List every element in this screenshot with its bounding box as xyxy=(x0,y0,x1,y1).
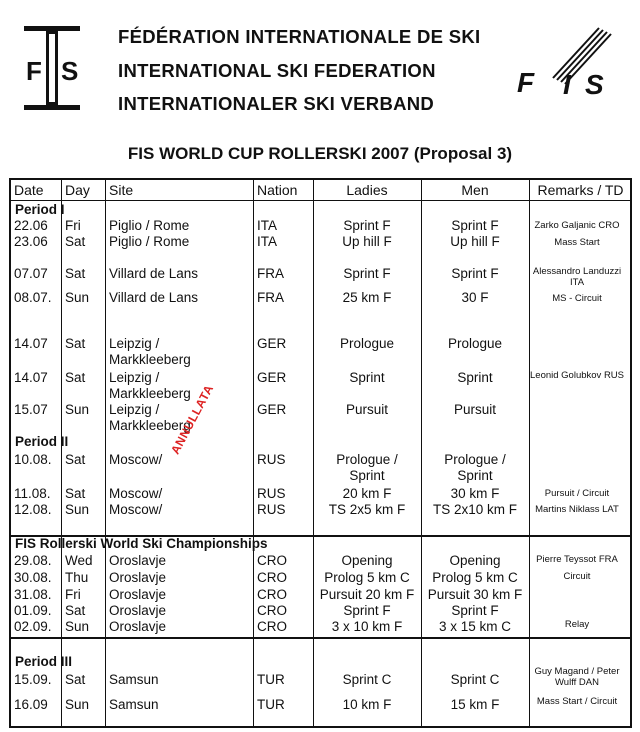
cell-nation: ITA xyxy=(257,234,277,249)
svg-text:S: S xyxy=(61,56,79,86)
cell-date: 02.09. xyxy=(14,619,52,634)
cell-date: 14.07 xyxy=(14,370,48,385)
cell-site: Leipzig / Markkleeberg xyxy=(109,336,191,367)
cell-men: Sprint C xyxy=(450,672,500,687)
cell-nation: TUR xyxy=(257,697,285,712)
cell-site: Piglio / Rome xyxy=(109,234,190,249)
table-row xyxy=(11,666,630,689)
cell-nation: GER xyxy=(257,336,287,351)
cell-nation: CRO xyxy=(257,570,287,585)
cell-men: 3 x 15 km C xyxy=(438,619,512,634)
cell-remarks: Alessandro Landuzzi ITA xyxy=(532,266,622,288)
cell-remarks: Pierre Teyssot FRA xyxy=(536,554,618,565)
col-header-remarks: Remarks / TD xyxy=(537,182,624,198)
cell-remarks: Mass Start / Circuit xyxy=(536,696,618,707)
cell-nation: GER xyxy=(257,402,287,417)
cell-remarks: Circuit xyxy=(563,571,591,582)
cell-day: Sun xyxy=(65,290,90,305)
cell-date: 10.08. xyxy=(14,452,52,467)
cell-date: 01.09. xyxy=(14,603,52,618)
cell-ladies: 20 km F xyxy=(342,486,392,501)
cell-site: Moscow/ xyxy=(109,486,163,501)
cell-men: 30 km F xyxy=(450,486,500,501)
period-label: Period III xyxy=(15,654,73,669)
cell-men: Opening xyxy=(449,553,501,568)
cell-men: Sprint xyxy=(457,370,493,385)
cell-site: Piglio / Rome xyxy=(109,218,190,233)
cell-day: Sat xyxy=(65,336,86,351)
schedule-table xyxy=(9,178,632,728)
section-label: FIS Rollerski World Ski Championships xyxy=(15,536,268,551)
cell-site: Oroslavje xyxy=(109,603,167,618)
cell-nation: CRO xyxy=(257,553,287,568)
cell-ladies: Prolog 5 km C xyxy=(324,570,410,585)
cell-date: 29.08. xyxy=(14,553,52,568)
cell-site: Samsun xyxy=(109,672,159,687)
cell-remarks: Pursuit / Circuit xyxy=(544,488,610,499)
table-row xyxy=(11,336,630,370)
cell-day: Sat xyxy=(65,266,86,281)
cell-day: Sun xyxy=(65,402,90,417)
cell-nation: RUS xyxy=(257,452,286,467)
cancelled-stamp: ANNULLATA xyxy=(168,382,217,457)
table-row xyxy=(11,234,630,251)
cell-site: Villard de Lans xyxy=(109,290,199,305)
col-header-men: Men xyxy=(461,182,489,198)
cell-ladies: Up hill F xyxy=(342,234,392,249)
cell-day: Fri xyxy=(65,218,81,233)
col-header-ladies: Ladies xyxy=(346,182,388,198)
cell-ladies: Pursuit 20 km F xyxy=(319,587,415,602)
cell-day: Sun xyxy=(65,619,90,634)
cell-men: Pursuit 30 km F xyxy=(427,587,523,602)
cell-remarks: Relay xyxy=(564,619,590,630)
cell-ladies: Opening xyxy=(341,553,393,568)
fis-logo-right xyxy=(515,22,615,100)
cell-remarks: Zarko Galjanic CRO xyxy=(534,220,620,231)
cell-date: 15.07 xyxy=(14,402,48,417)
cell-nation: RUS xyxy=(257,486,286,501)
cell-site: Samsun xyxy=(109,697,159,712)
cell-men: 30 F xyxy=(461,290,489,305)
table-row xyxy=(11,619,630,636)
table-row xyxy=(11,603,630,620)
period-label: Period II xyxy=(15,434,69,449)
cell-ladies: 3 x 10 km F xyxy=(331,619,403,634)
cell-site: Moscow/ xyxy=(109,452,163,467)
table-row xyxy=(11,402,630,436)
cell-ladies: Prologue / Sprint xyxy=(336,452,398,483)
cell-men: Sprint F xyxy=(451,266,499,281)
cell-date: 22.06 xyxy=(14,218,48,233)
cell-day: Sat xyxy=(65,486,86,501)
cell-date: 23.06 xyxy=(14,234,48,249)
cell-ladies: 10 km F xyxy=(342,697,392,712)
table-row xyxy=(11,553,630,570)
cell-nation: RUS xyxy=(257,502,286,517)
cell-date: 12.08. xyxy=(14,502,52,517)
table-row xyxy=(11,218,630,235)
cell-date: 11.08. xyxy=(14,486,51,501)
cell-ladies: Sprint F xyxy=(343,603,391,618)
cell-day: Wed xyxy=(65,553,93,568)
cell-men: Prolog 5 km C xyxy=(432,570,518,585)
cell-nation: GER xyxy=(257,370,287,385)
cell-remarks: Mass Start xyxy=(554,237,600,248)
cell-ladies: Prologue xyxy=(339,336,395,351)
cell-remarks: Martins Niklass LAT xyxy=(535,504,619,515)
header-divider xyxy=(11,200,630,201)
svg-text:F: F xyxy=(517,67,535,98)
cell-day: Sat xyxy=(65,370,86,385)
cell-site: Oroslavje xyxy=(109,570,167,585)
col-header-date: Date xyxy=(14,182,44,198)
cell-ladies: Sprint C xyxy=(342,672,392,687)
cell-men: Up hill F xyxy=(450,234,500,249)
cell-date: 07.07 xyxy=(14,266,48,281)
table-row xyxy=(11,587,630,604)
cell-site: Oroslavje xyxy=(109,619,167,634)
svg-text:F: F xyxy=(26,56,42,86)
cell-men: Pursuit xyxy=(453,402,497,417)
svg-text:S: S xyxy=(585,69,604,100)
table-row xyxy=(11,570,630,587)
cell-nation: FRA xyxy=(257,290,284,305)
cell-date: 08.07. xyxy=(14,290,52,305)
cell-site: Moscow/ xyxy=(109,502,163,517)
document-title: FIS WORLD CUP ROLLERSKI 2007 (Proposal 3) xyxy=(127,144,513,163)
cell-nation: ITA xyxy=(257,218,277,233)
period-label: Period I xyxy=(15,202,65,217)
cell-nation: FRA xyxy=(257,266,284,281)
cell-men: Prologue / Sprint xyxy=(444,452,506,483)
cell-ladies: Sprint xyxy=(349,370,385,385)
cell-day: Sat xyxy=(65,672,86,687)
fis-logo-left xyxy=(22,22,82,114)
cell-site: Villard de Lans xyxy=(109,266,199,281)
cell-site: Leipzig / Markkleeberg xyxy=(109,370,191,401)
cell-men: 15 km F xyxy=(450,697,500,712)
col-header-day: Day xyxy=(65,182,90,198)
table-row xyxy=(11,486,630,503)
table-row xyxy=(11,697,630,714)
cell-site: Oroslavje xyxy=(109,587,167,602)
cell-day: Sun xyxy=(65,697,90,712)
table-row xyxy=(11,266,630,288)
cell-date: 30.08. xyxy=(14,570,52,585)
cell-site: Oroslavje xyxy=(109,553,167,568)
header-line-2: INTERNATIONAL SKI FEDERATION xyxy=(118,60,436,81)
cell-ladies: Sprint F xyxy=(343,218,391,233)
table-row xyxy=(11,290,630,307)
table-row xyxy=(11,502,630,519)
cell-day: Fri xyxy=(65,587,81,602)
cell-nation: CRO xyxy=(257,587,287,602)
cell-ladies: Pursuit xyxy=(345,402,389,417)
cell-nation: TUR xyxy=(257,672,285,687)
cell-date: 14.07 xyxy=(14,336,48,351)
cell-remarks: Guy Magand / Peter Wulff DAN xyxy=(534,666,620,688)
cell-day: Thu xyxy=(65,570,89,585)
cell-nation: CRO xyxy=(257,603,287,618)
table-row xyxy=(11,370,630,404)
cell-remarks: MS - Circuit xyxy=(552,293,602,304)
cell-remarks: Leonid Golubkov RUS xyxy=(530,370,624,381)
table-row xyxy=(11,452,630,486)
cell-nation: CRO xyxy=(257,619,287,634)
cell-day: Sat xyxy=(65,452,86,467)
cell-day: Sat xyxy=(65,603,86,618)
cell-men: Sprint F xyxy=(451,603,499,618)
header-line-3: INTERNATIONALER SKI VERBAND xyxy=(118,93,435,114)
col-header-site: Site xyxy=(109,182,134,198)
cell-date: 16.09 xyxy=(14,697,48,712)
cell-day: Sat xyxy=(65,234,86,249)
cell-day: Sun xyxy=(65,502,90,517)
cell-ladies: TS 2x5 km F xyxy=(328,502,406,517)
cell-men: TS 2x10 km F xyxy=(432,502,518,517)
section-divider xyxy=(11,637,630,639)
cell-ladies: Sprint F xyxy=(343,266,391,281)
cell-men: Prologue xyxy=(447,336,503,351)
svg-text:I: I xyxy=(563,69,571,100)
cell-ladies: 25 km F xyxy=(342,290,392,305)
cell-site: Leipzig / Markkleeberg xyxy=(109,402,191,433)
header-line-1: FÉDÉRATION INTERNATIONALE DE SKI xyxy=(118,26,481,47)
cell-date: 15.09. xyxy=(14,672,52,687)
cell-date: 31.08. xyxy=(14,587,52,602)
cell-men: Sprint F xyxy=(451,218,499,233)
col-header-nation: Nation xyxy=(257,182,298,198)
